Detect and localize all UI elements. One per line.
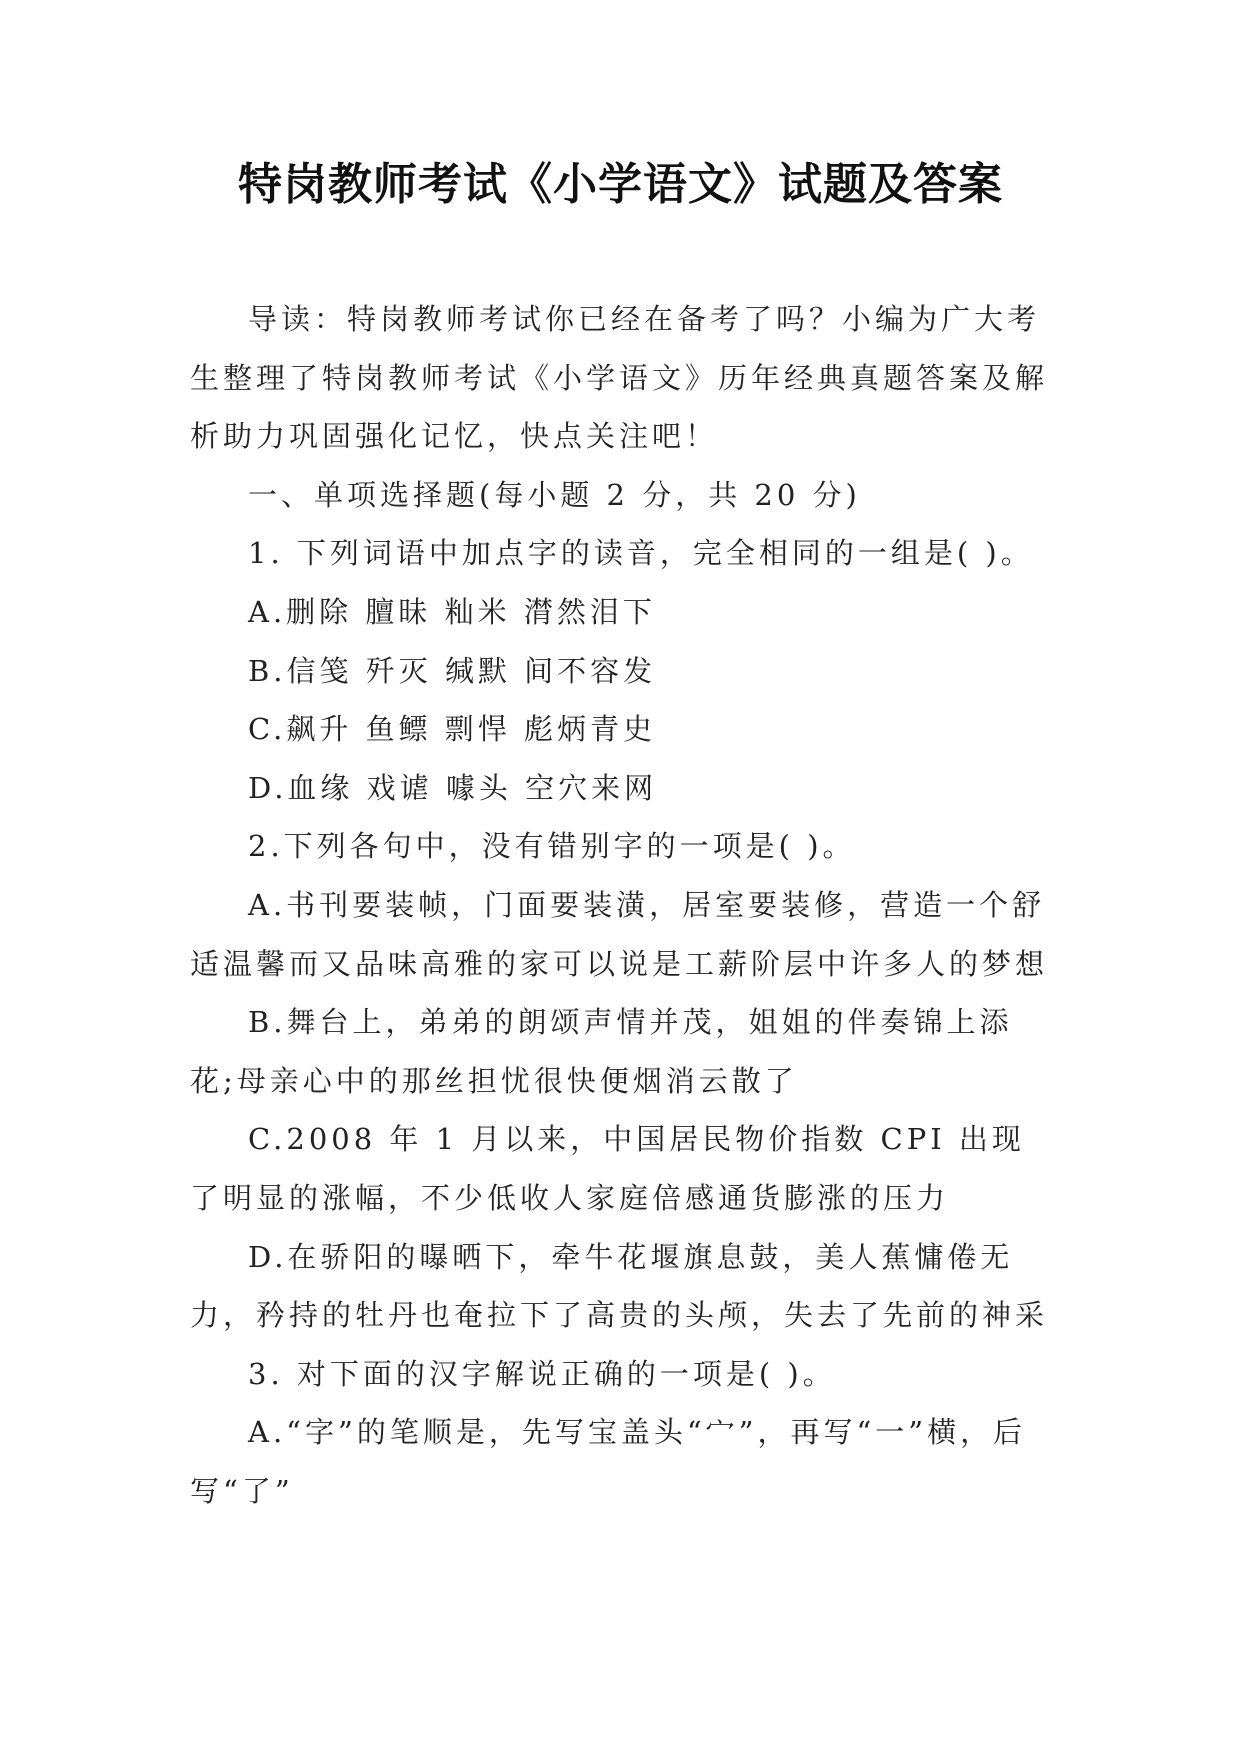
document-body [190,290,1050,1520]
question-2-option-a: A.书刊要装帧，门面要装潢，居室要装修，营造一个舒适温馨而又品味高雅的家可以说是工薪阶层中许多人的梦想 [190,887,1049,981]
question-3: 3. 对下面的汉字解说正确的一项是( )。 [248,1356,836,1391]
section-heading: 一、单项选择题(每小题 2 分，共 20 分) [248,477,861,512]
question-1-option-d: D.血缘 戏谑 噱头 空穴来网 [248,770,658,805]
question-2-option-b: B.舞台上，弟弟的朗颂声情并茂，姐姐的伴奏锦上添花;母亲心中的那丝担忧很快便烟消云散了 [190,1005,1013,1098]
question-1: 1. 下列词语中加点字的读音，完全相同的一组是( )。 [248,536,1034,571]
question-3-option-a: A.“字”的笔顺是，先写宝盖头“宀”，再写“一”横，后写“了” [190,1415,1027,1508]
question-1-option-b: B.信笺 歼灭 缄默 间不容发 [248,653,657,688]
question-1-option-c: C.飙升 鱼鳔 剽悍 彪炳青史 [248,712,657,747]
document-title: 特岗教师考试《小学语文》试题及答案 [238,159,1003,210]
question-1-option-a: A.删除 膻昧 籼米 潸然泪下 [248,594,656,629]
intro-paragraph: 导读：特岗教师考试你已经在备考了吗？小编为广大考生整理了特岗教师考试《小学语文》历年经典真题答案及解析助力巩固强化记忆，快点关注吧！ [190,302,1049,454]
question-2-option-c: C.2008 年 1 月以来，中国居民物价指数 CPI 出现了明显的涨幅，不少低收人家庭倍感通货膨涨的压力 [190,1122,1025,1215]
question-2-option-d: D.在骄阳的曝晒下，牵牛花堰旗息鼓，美人蕉慵倦无力，矜持的牡丹也奄拉下了高贵的头颅，失去了先前的神采 [190,1239,1049,1333]
question-2: 2.下列各句中，没有错别字的一项是( )。 [248,829,856,864]
